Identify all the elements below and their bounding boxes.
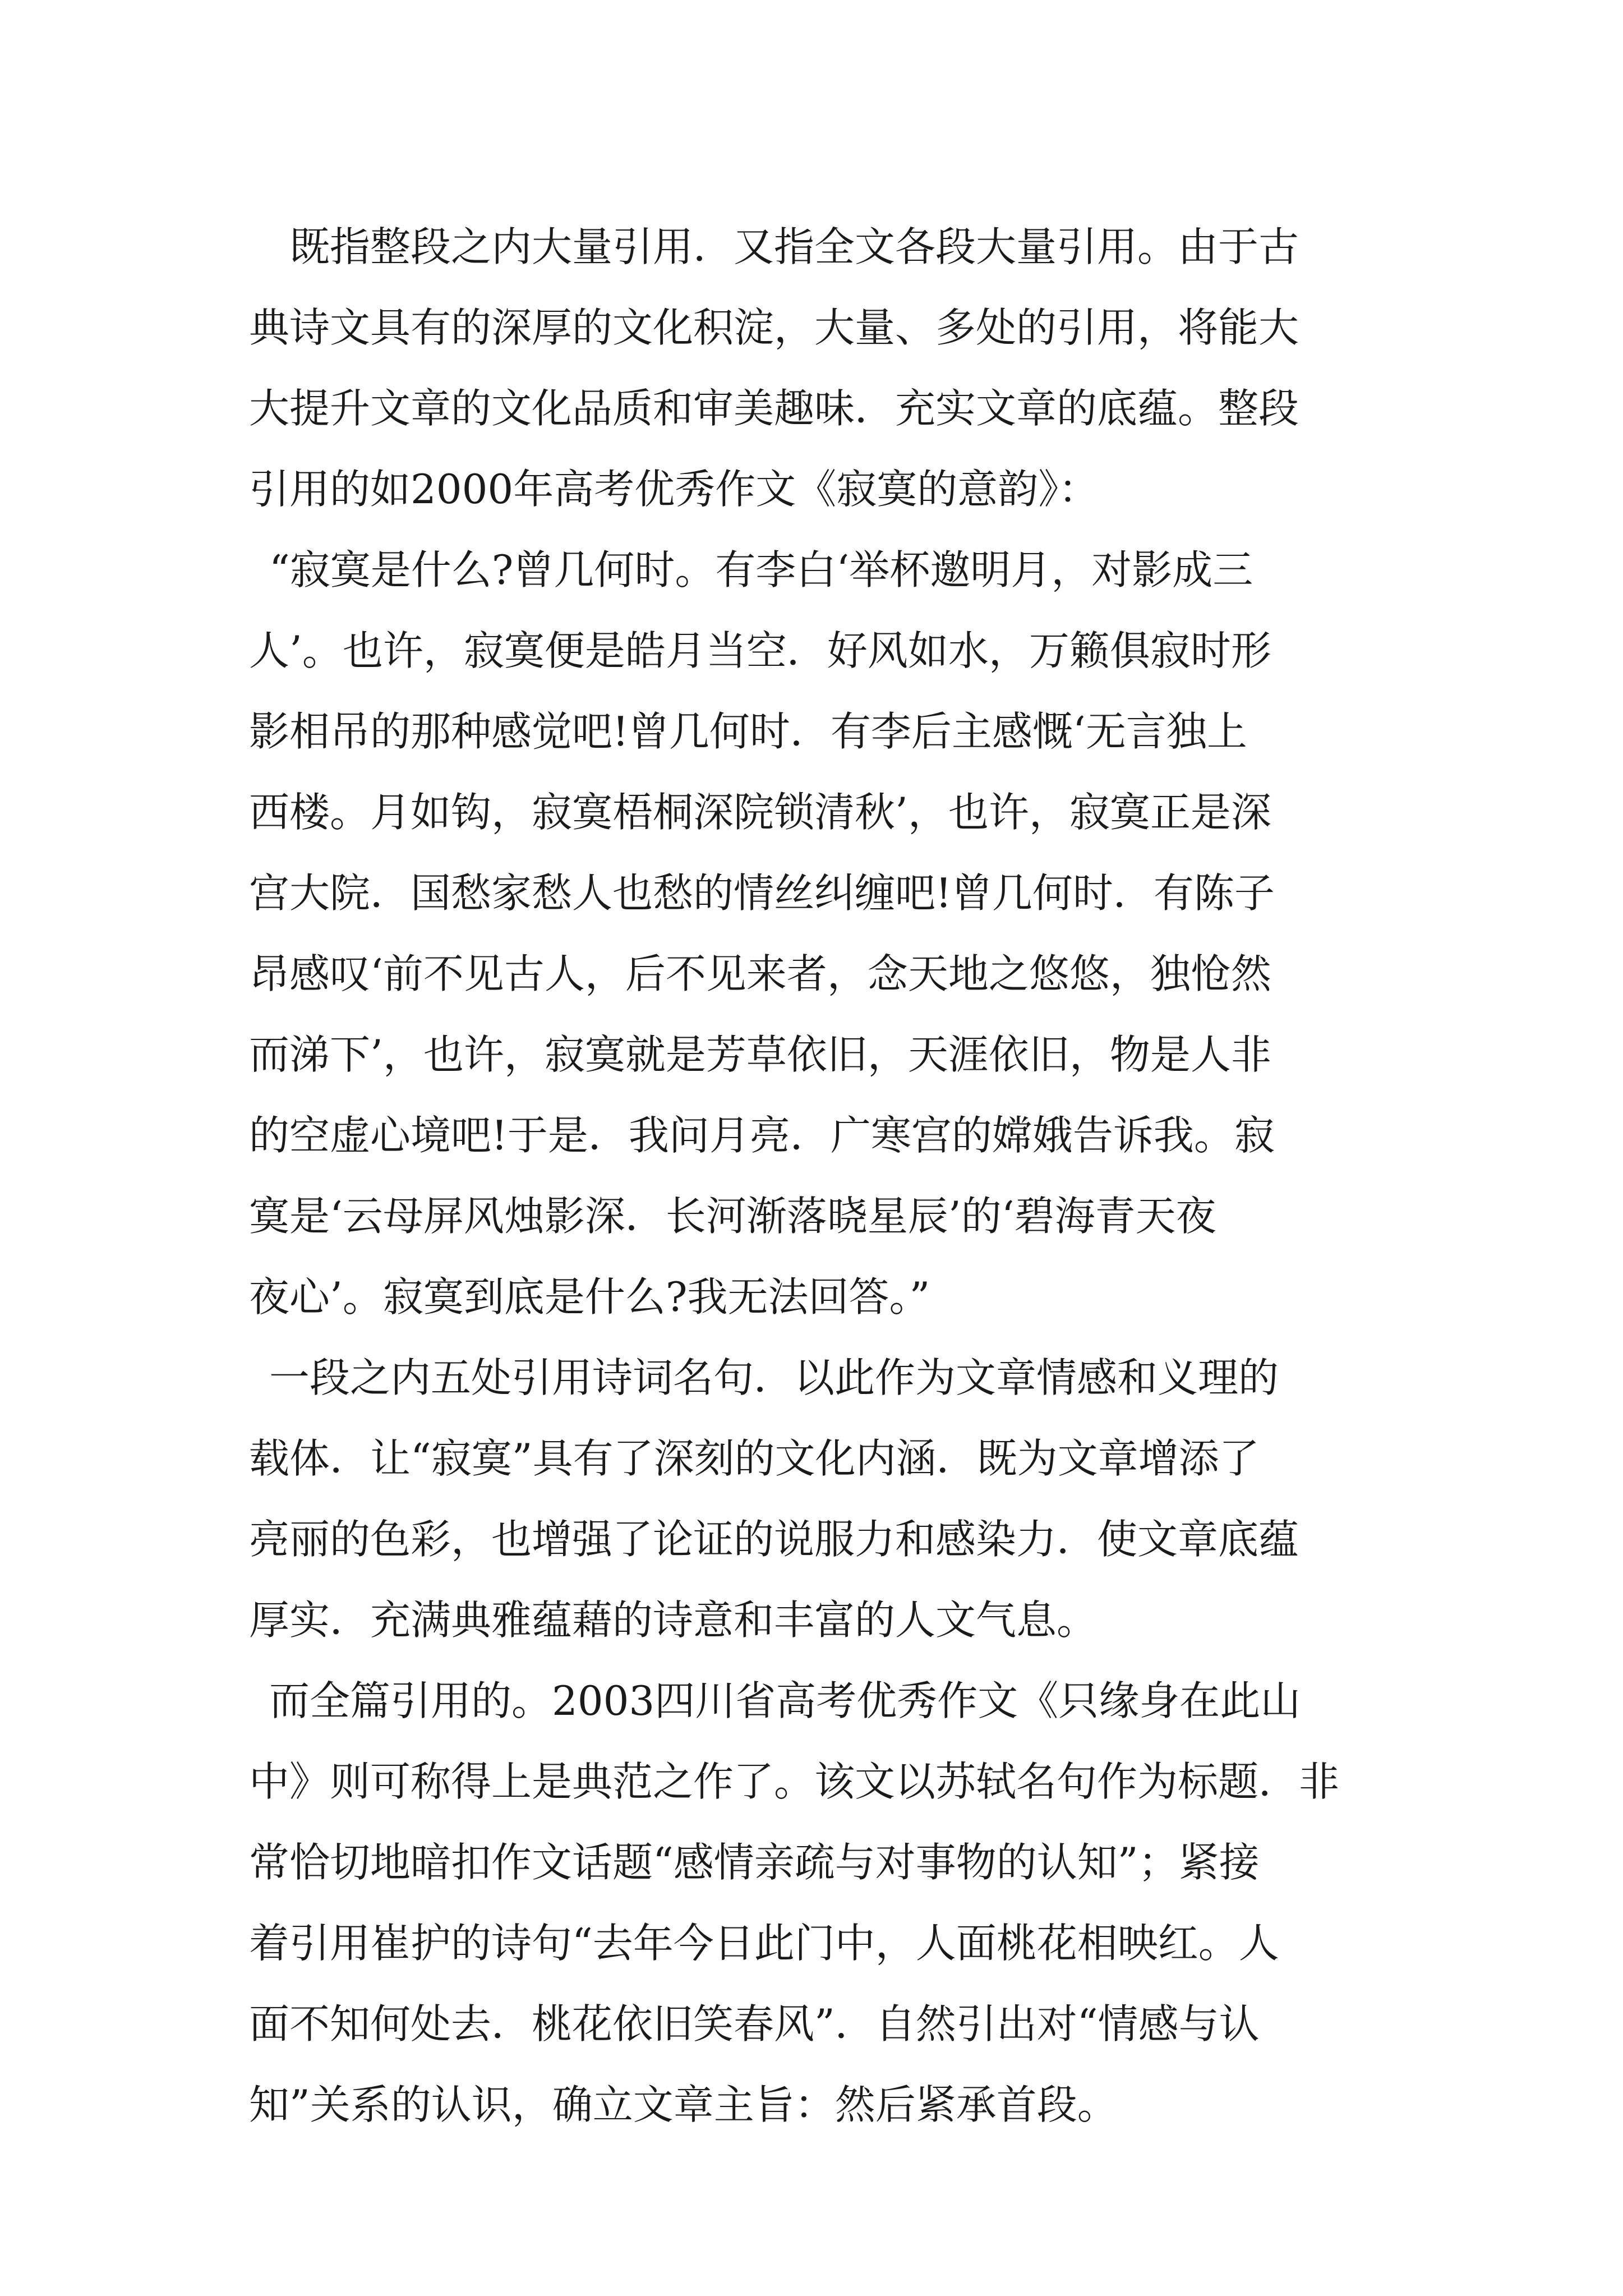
text-line: 着引用崔护的诗句“去年今日此门中，人面桃花相映红。人 bbox=[249, 1920, 1279, 1967]
text-line: 既指整段之内大量引用．又指全文各段大量引用。由于古 bbox=[289, 223, 1299, 270]
text-line: 厚实．充满典雅蕴藉的诗意和丰富的人文气息。 bbox=[249, 1596, 1098, 1644]
paragraph-1 bbox=[249, 206, 1393, 530]
text-line: 引用的如2000年高考优秀作文《寂寞的意韵》： bbox=[249, 466, 1099, 513]
text-line: 一段之内五处引用诗词名句．以此作为文章情感和义理的 bbox=[269, 1354, 1279, 1401]
text-line: 常恰切地暗扣作文话题“感情亲疏与对事物的认知”；紧接 bbox=[249, 1839, 1260, 1886]
paragraph-3 bbox=[249, 1337, 1393, 1660]
text-line: 知”关系的认识，确立文章主旨：然后紧承首段。 bbox=[249, 2081, 1118, 2128]
text-line: 宫大院．国愁家愁人也愁的情丝纠缠吧!曾几何时．有陈子 bbox=[249, 869, 1275, 917]
text-line: 西楼。月如钩，寂寞梧桐深院锁清秋’，也许，寂寞正是深 bbox=[249, 789, 1271, 836]
text-line: 昂感叹‘前不见古人，后不见来者，念天地之悠悠，独怆然 bbox=[249, 950, 1271, 997]
text-line: 的空虚心境吧!于是．我问月亮．广寒宫的嫦娥告诉我。寂 bbox=[249, 1112, 1275, 1159]
paragraph-2-quote bbox=[249, 530, 1393, 1337]
text-line: 而全篇引用的。2003四川省高考优秀作文《只缘身在此山 bbox=[269, 1677, 1301, 1724]
text-line: 影相吊的那种感觉吧!曾几何时．有李后主感慨‘无言独上 bbox=[249, 708, 1247, 755]
text-line: 载体．让“寂寞”具有了深刻的文化内涵．既为文章增添了 bbox=[249, 1435, 1260, 1482]
text-line: 中》则可称得上是典范之作了。该文以苏轼名句作为标题．非 bbox=[249, 1758, 1340, 1805]
text-line: 大提升文章的文化品质和审美趣味．充实文章的底蕴。整段 bbox=[249, 385, 1299, 432]
text-line: 面不知何处去．桃花依旧笑春风”．自然引出对“情感与认 bbox=[249, 2000, 1260, 2047]
body-text bbox=[249, 206, 1393, 2145]
paragraph-4 bbox=[249, 1660, 1393, 2145]
text-line: “寂寞是什么?曾几何时。有李白‘举杯邀明月，对影成三 bbox=[269, 546, 1253, 593]
text-line: 而涕下’，也许，寂寞就是芳草依旧，天涯依旧，物是人非 bbox=[249, 1031, 1271, 1078]
text-line: 亮丽的色彩，也增强了论证的说服力和感染力．使文章底蕴 bbox=[249, 1516, 1299, 1563]
text-line: 寞是‘云母屏风烛影深．长河渐落晓星辰’的‘碧海青天夜 bbox=[249, 1193, 1216, 1240]
text-line: 夜心’。寂寞到底是什么?我无法回答。” bbox=[249, 1273, 930, 1320]
text-line: 人’。也许，寂寞便是皓月当空．好风如水，万籁俱寂时形 bbox=[249, 627, 1271, 674]
text-line: 典诗文具有的深厚的文化积淀，大量、多处的引用，将能大 bbox=[249, 304, 1299, 351]
